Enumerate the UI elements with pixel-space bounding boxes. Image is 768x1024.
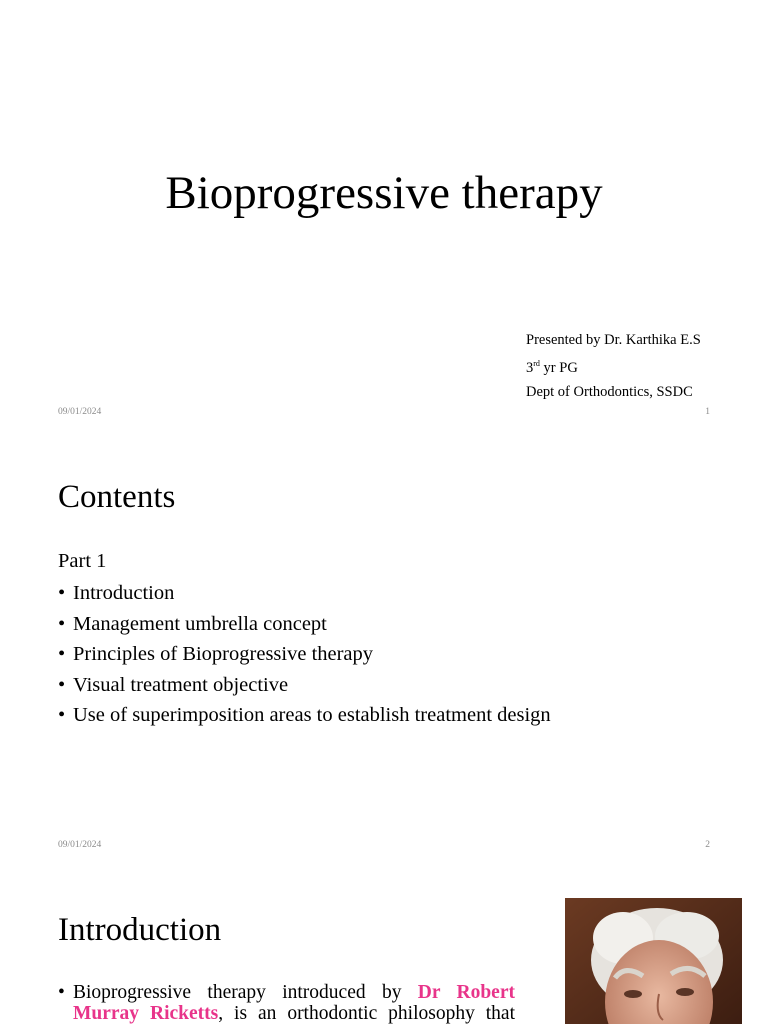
portrait-illustration (565, 898, 742, 1024)
introduction-paragraph (73, 983, 515, 1024)
contents-list (58, 578, 551, 731)
list-item (58, 700, 551, 731)
bullet-icon: • (58, 643, 66, 666)
slide-number: 1 (705, 407, 710, 417)
list-item-text: Management umbrella concept (73, 612, 327, 635)
introduction-title: Introduction (58, 912, 222, 948)
bullet-icon: • (58, 982, 65, 1003)
slide-date: 09/01/2024 (58, 407, 102, 417)
bullet-icon: • (58, 673, 66, 696)
contents-title: Contents (58, 479, 176, 515)
slide-date: 09/01/2024 (58, 840, 102, 850)
ricketts-name-highlight: Dr Robert Murray Ricketts (73, 982, 515, 1024)
presenter-year (526, 352, 701, 380)
intro-text-suffix: , is an orthodontic philosophy that (218, 1002, 515, 1024)
list-item (58, 578, 551, 609)
part-label: Part 1 (58, 550, 107, 572)
list-item (58, 639, 551, 670)
ricketts-portrait-photo (565, 898, 742, 1024)
presenter-year-label: yr PG (543, 359, 578, 376)
presenter-year-ordinal: rd (533, 359, 540, 368)
presenter-info (526, 328, 701, 404)
presenter-name: Presented by Dr. Karthika E.S (526, 332, 701, 348)
intro-text-prefix: Bioprogressive therapy introduced by (73, 982, 418, 1003)
slide-title-page (0, 0, 768, 433)
slide-introduction (0, 866, 768, 1024)
bullet-icon: • (58, 582, 66, 604)
list-item (58, 670, 551, 701)
introduction-bullet (58, 983, 515, 1024)
bullet-icon: • (58, 612, 66, 635)
list-item (58, 609, 551, 640)
list-item-text: Use of superimposition areas to establish treatment design (73, 704, 551, 727)
presenter-year-number: 3 (526, 359, 534, 376)
presenter-department: Dept of Orthodontics, SSDC (526, 383, 693, 400)
bullet-icon: • (58, 704, 66, 727)
list-item-text: Visual treatment objective (73, 673, 289, 696)
list-item-text: Introduction (73, 582, 175, 604)
slide-number: 2 (705, 840, 710, 850)
slide-contents (0, 433, 768, 866)
list-item-text: Principles of Bioprogressive therapy (73, 643, 374, 666)
presentation-title: Bioprogressive therapy (165, 167, 603, 219)
